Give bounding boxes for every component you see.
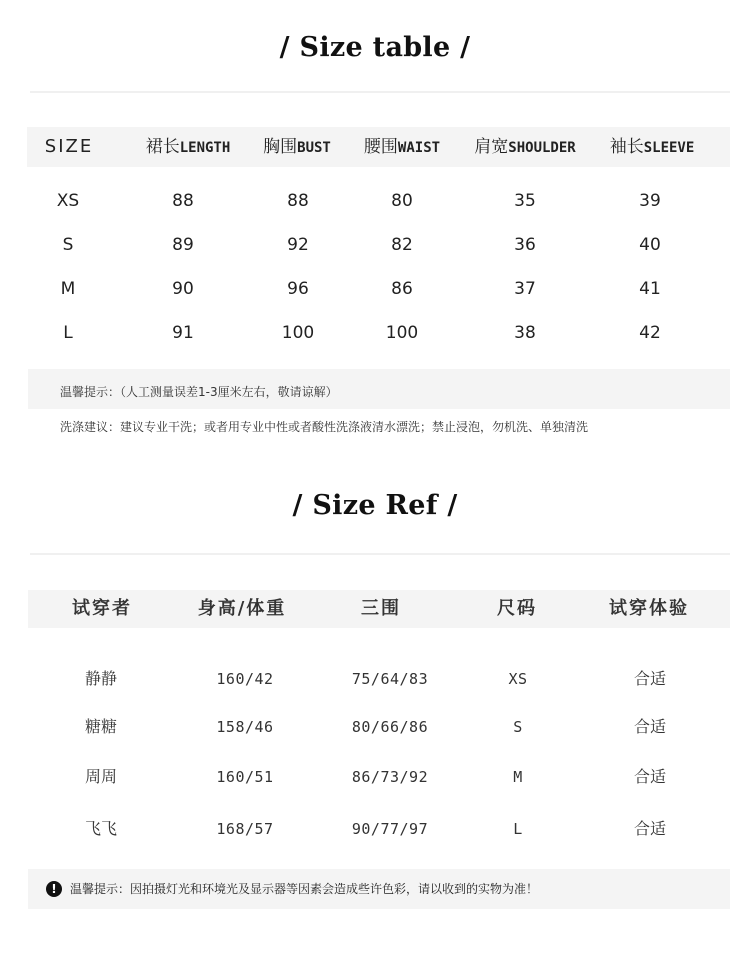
table-cell-measurements: 90/77/97 xyxy=(351,820,429,838)
table-cell-height-weight: 158/46 xyxy=(216,718,274,736)
table-cell-measurements: 86/73/92 xyxy=(351,768,429,786)
table-cell-length: 90 xyxy=(172,279,194,299)
header-height-weight: 身高/体重 xyxy=(197,598,287,619)
table-cell-shoulder: 38 xyxy=(514,323,536,343)
table-cell-bust: 96 xyxy=(287,279,309,299)
table-cell-size: S xyxy=(513,718,523,736)
table-cell-height-weight: 160/42 xyxy=(216,670,274,688)
table-cell-measurements: 75/64/83 xyxy=(351,670,429,688)
table-cell-sleeve: 42 xyxy=(639,323,661,343)
header-shoulder: 肩宽SHOULDER xyxy=(474,137,576,157)
table-cell-size: M xyxy=(513,768,523,786)
table-cell-height-weight: 160/51 xyxy=(216,768,274,786)
table-cell-shoulder: 37 xyxy=(514,279,536,299)
table-cell-length: 89 xyxy=(172,235,194,255)
header-sleeve: 袖长SLEEVE xyxy=(609,137,695,157)
header-model: 试穿者 xyxy=(72,598,132,619)
color-warning-text: 温馨提示：因拍摄灯光和环境光及显示器等因素会造成些许色彩，请以收到的实物为准！ xyxy=(70,882,539,896)
table-cell-sleeve: 41 xyxy=(639,279,661,299)
table-cell-waist: 80 xyxy=(391,191,413,211)
table-cell-bust: 92 xyxy=(287,235,309,255)
header-bust: 胸围BUST xyxy=(263,137,331,157)
size-ref-header xyxy=(28,590,730,628)
table-cell-model: 糖糖 xyxy=(84,717,118,736)
table-cell-sleeve: 40 xyxy=(639,235,661,255)
size-table-header xyxy=(27,127,730,167)
table-cell-waist: 86 xyxy=(391,279,413,299)
table-cell-length: 88 xyxy=(172,191,194,211)
table-cell-model: 周周 xyxy=(84,767,118,786)
header-measurements: 三围 xyxy=(361,598,401,619)
color-warning-bar xyxy=(28,869,730,909)
table-cell-bust: 100 xyxy=(281,323,315,343)
table-cell-model: 静静 xyxy=(84,669,118,688)
header-size: 尺码 xyxy=(497,598,537,619)
table-cell-shoulder: 36 xyxy=(514,235,536,255)
table-cell-measurements: 80/66/86 xyxy=(351,718,429,736)
measurement-tip: 温馨提示：（人工测量误差1-3厘米左右，敬请谅解） xyxy=(60,385,338,399)
table-cell-size: L xyxy=(63,323,73,343)
table-cell-bust: 88 xyxy=(287,191,309,211)
header-length: 裙长LENGTH xyxy=(145,137,231,157)
table-cell-fit: 合适 xyxy=(633,767,667,786)
exclamation-icon: ! xyxy=(46,881,62,897)
table-cell-size: XS xyxy=(56,191,80,211)
header-size: SIZE xyxy=(44,136,94,157)
size-table-title: / Size table / xyxy=(279,32,471,63)
table-cell-length: 91 xyxy=(172,323,194,343)
table-cell-waist: 82 xyxy=(391,235,413,255)
table-cell-size: XS xyxy=(508,670,528,688)
table-cell-size: M xyxy=(60,279,76,299)
table-cell-model: 飞飞 xyxy=(84,819,118,838)
divider xyxy=(30,553,730,555)
table-cell-waist: 100 xyxy=(385,323,419,343)
table-cell-fit: 合适 xyxy=(633,717,667,736)
table-cell-size: S xyxy=(62,235,74,255)
table-cell-fit: 合适 xyxy=(633,819,667,838)
table-cell-shoulder: 35 xyxy=(514,191,536,211)
table-cell-fit: 合适 xyxy=(633,669,667,688)
table-cell-size: L xyxy=(513,820,523,838)
table-cell-sleeve: 39 xyxy=(639,191,661,211)
size-ref-title: / Size Ref / xyxy=(292,490,458,521)
washing-advice: 洗涤建议：建议专业干洗；或者用专业中性或者酸性洗涤液清水漂洗；禁止浸泡，勿机洗、单独清洗 xyxy=(60,420,589,434)
divider xyxy=(30,91,730,93)
header-waist: 腰围WAIST xyxy=(363,137,441,157)
header-fit: 试穿体验 xyxy=(609,598,689,619)
table-cell-height-weight: 168/57 xyxy=(216,820,274,838)
